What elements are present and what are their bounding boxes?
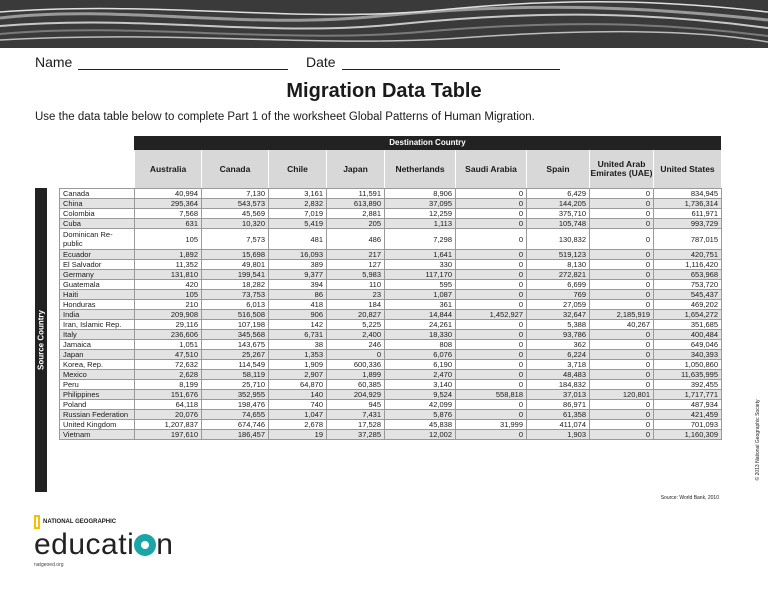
value-cell: 2,185,919 [590,310,654,320]
value-cell: 58,119 [202,370,269,380]
value-cell: 7,130 [202,189,269,199]
value-cell: 769 [527,290,590,300]
value-cell: 0 [590,250,654,260]
value-cell: 144,205 [527,199,590,209]
source-country-cell: Philippines [60,390,135,400]
source-country-cell: Germany [60,270,135,280]
globe-icon [134,534,156,556]
national-geographic-logo [34,515,116,529]
value-cell: 25,267 [202,350,269,360]
value-cell: 40,994 [135,189,202,199]
value-cell: 6,013 [202,300,269,310]
value-cell: 0 [590,270,654,280]
source-country-cell: Ecuador [60,250,135,260]
value-cell: 0 [590,410,654,420]
value-cell: 32,647 [527,310,590,320]
value-cell: 48,483 [527,370,590,380]
column-header: Australia [134,150,201,188]
value-cell: 5,388 [527,320,590,330]
table-row [60,280,722,290]
value-cell: 0 [590,229,654,250]
value-cell: 7,431 [327,410,385,420]
table-row [60,430,722,440]
value-cell: 2,907 [269,370,327,380]
source-country-cell: Haiti [60,290,135,300]
source-country-cell: Dominican Re- public [60,229,135,250]
value-cell: 834,945 [654,189,722,199]
value-cell: 1,160,309 [654,430,722,440]
table-row [60,330,722,340]
value-cell: 389 [269,260,327,270]
value-cell: 74,655 [202,410,269,420]
value-cell: 753,720 [654,280,722,290]
source-country-cell: United Kingdom [60,420,135,430]
value-cell: 120,801 [590,390,654,400]
page-title: Migration Data Table [286,80,482,102]
value-cell: 701,093 [654,420,722,430]
value-cell: 12,002 [385,430,456,440]
value-cell: 0 [590,280,654,290]
value-cell: 3,161 [269,189,327,199]
value-cell: 9,377 [269,270,327,280]
column-header: Japan [326,150,384,188]
value-cell: 0 [456,300,527,310]
value-cell: 0 [456,219,527,229]
value-cell: 217 [327,250,385,260]
value-cell: 151,676 [135,390,202,400]
value-cell: 205 [327,219,385,229]
value-cell: 0 [456,189,527,199]
value-cell: 0 [590,199,654,209]
value-cell: 17,528 [327,420,385,430]
ng-logo-text: NATIONAL GEOGRAPHIC [43,519,117,525]
value-cell: 6,190 [385,360,456,370]
table-row [60,350,722,360]
column-header: Spain [526,150,589,188]
value-cell: 0 [590,209,654,219]
table-row [60,270,722,280]
value-cell: 481 [269,229,327,250]
source-country-cell: India [60,310,135,320]
value-cell: 0 [590,189,654,199]
value-cell: 0 [456,250,527,260]
value-cell: 107,198 [202,320,269,330]
value-cell: 1,050,860 [654,360,722,370]
value-cell: 2,881 [327,209,385,219]
value-cell: 24,261 [385,320,456,330]
value-cell: 25,710 [202,380,269,390]
source-country-cell: Peru [60,380,135,390]
value-cell: 469,202 [654,300,722,310]
value-cell: 0 [590,360,654,370]
value-cell: 545,437 [654,290,722,300]
value-cell: 0 [590,340,654,350]
value-cell: 0 [590,260,654,270]
value-cell: 127 [327,260,385,270]
value-cell: 487,934 [654,400,722,410]
value-cell: 0 [456,270,527,280]
value-cell: 246 [327,340,385,350]
table-row [60,380,722,390]
name-label: Name [35,54,73,70]
value-cell: 31,999 [456,420,527,430]
column-header: United Arab Emirates (UAE) [589,150,653,188]
decorative-banner [0,0,768,48]
source-country-cell: China [60,199,135,209]
value-cell: 47,510 [135,350,202,360]
value-cell: 1,207,837 [135,420,202,430]
table-row [60,420,722,430]
value-cell: 130,832 [527,229,590,250]
value-cell: 1,047 [269,410,327,420]
value-cell: 37,285 [327,430,385,440]
source-country-cell: Japan [60,350,135,360]
value-cell: 73,753 [202,290,269,300]
column-header: Netherlands [384,150,455,188]
value-cell: 117,170 [385,270,456,280]
source-country-cell: Iran, Islamic Rep. [60,320,135,330]
table-row [60,300,722,310]
value-cell: 184,832 [527,380,590,390]
source-country-cell: Russian Federation [60,410,135,420]
value-cell: 45,569 [202,209,269,219]
value-cell: 2,400 [327,330,385,340]
value-cell: 1,452,927 [456,310,527,320]
copyright-note: © 2013 National Geographic Society [755,399,761,481]
value-cell: 143,675 [202,340,269,350]
value-cell: 0 [456,380,527,390]
value-cell: 1,736,314 [654,199,722,209]
source-country-cell: Honduras [60,300,135,310]
value-cell: 184 [327,300,385,310]
value-cell: 295,364 [135,199,202,209]
value-cell: 209,908 [135,310,202,320]
value-cell: 93,786 [527,330,590,340]
value-cell: 0 [456,290,527,300]
value-cell: 0 [456,400,527,410]
date-field[interactable] [306,54,560,70]
value-cell: 236,606 [135,330,202,340]
value-cell: 15,698 [202,250,269,260]
value-cell: 5,876 [385,410,456,420]
value-cell: 6,731 [269,330,327,340]
value-cell: 64,870 [269,380,327,390]
value-cell: 3,140 [385,380,456,390]
value-cell: 516,508 [202,310,269,320]
value-cell: 1,654,272 [654,310,722,320]
value-cell: 110 [327,280,385,290]
value-cell: 11,635,995 [654,370,722,380]
value-cell: 198,476 [202,400,269,410]
value-cell: 0 [590,350,654,360]
table-row [60,400,722,410]
source-country-cell: Cuba [60,219,135,229]
value-cell: 375,710 [527,209,590,219]
value-cell: 519,123 [527,250,590,260]
value-cell: 558,818 [456,390,527,400]
value-cell: 0 [456,280,527,290]
value-cell: 0 [590,300,654,310]
value-cell: 0 [590,400,654,410]
value-cell: 0 [590,330,654,340]
value-cell: 12,259 [385,209,456,219]
value-cell: 418 [269,300,327,310]
value-cell: 543,573 [202,199,269,209]
value-cell: 18,282 [202,280,269,290]
value-cell: 19 [269,430,327,440]
source-country-cell: Guatemala [60,280,135,290]
site-url: natgeoed.org [34,562,64,568]
value-cell: 60,385 [327,380,385,390]
value-cell: 10,320 [202,219,269,229]
value-cell: 787,015 [654,229,722,250]
value-cell: 1,903 [527,430,590,440]
value-cell: 0 [456,199,527,209]
table-row [60,320,722,330]
value-cell: 5,983 [327,270,385,280]
education-wordmark-start: educati [34,528,135,561]
value-cell: 0 [456,410,527,420]
name-blank[interactable] [78,55,288,70]
value-cell: 105,748 [527,219,590,229]
value-cell: 210 [135,300,202,310]
value-cell: 7,573 [202,229,269,250]
value-cell: 186,457 [202,430,269,440]
value-cell: 394 [269,280,327,290]
yellow-border-icon [34,515,40,529]
value-cell: 14,844 [385,310,456,320]
value-cell: 3,718 [527,360,590,370]
value-cell: 142 [269,320,327,330]
value-cell: 649,046 [654,340,722,350]
value-cell: 0 [327,350,385,360]
source-country-cell: Italy [60,330,135,340]
value-cell: 613,890 [327,199,385,209]
column-header: Saudi Arabia [455,150,526,188]
table-row [60,229,722,250]
value-cell: 0 [590,430,654,440]
value-cell: 11,591 [327,189,385,199]
value-cell: 808 [385,340,456,350]
table-row [60,189,722,199]
column-header: Chile [268,150,326,188]
value-cell: 1,051 [135,340,202,350]
value-cell: 486 [327,229,385,250]
value-cell: 421,459 [654,410,722,420]
table-row [60,360,722,370]
value-cell: 114,549 [202,360,269,370]
value-cell: 1,899 [327,370,385,380]
destination-country-header: Destination Country [134,136,721,150]
source-note: Source: World Bank, 2010 [660,495,719,501]
value-cell: 0 [456,209,527,219]
value-cell: 595 [385,280,456,290]
value-cell: 345,568 [202,330,269,340]
value-cell: 16,093 [269,250,327,260]
value-cell: 2,678 [269,420,327,430]
value-cell: 18,330 [385,330,456,340]
source-country-cell: Colombia [60,209,135,219]
value-cell: 0 [456,370,527,380]
value-cell: 420 [135,280,202,290]
value-cell: 0 [456,350,527,360]
value-cell: 330 [385,260,456,270]
name-field[interactable] [35,54,288,70]
value-cell: 0 [456,330,527,340]
value-cell: 392,455 [654,380,722,390]
value-cell: 131,810 [135,270,202,280]
value-cell: 5,419 [269,219,327,229]
value-cell: 204,929 [327,390,385,400]
value-cell: 86 [269,290,327,300]
value-cell: 1,909 [269,360,327,370]
value-cell: 362 [527,340,590,350]
value-cell: 37,095 [385,199,456,209]
source-country-cell: Korea, Rep. [60,360,135,370]
value-cell: 2,470 [385,370,456,380]
value-cell: 361 [385,300,456,310]
source-country-cell: Mexico [60,370,135,380]
education-wordmark-end: n [156,528,174,561]
value-cell: 7,298 [385,229,456,250]
value-cell: 6,429 [527,189,590,199]
value-cell: 29,116 [135,320,202,330]
value-cell: 0 [590,380,654,390]
value-cell: 272,821 [527,270,590,280]
value-cell: 38 [269,340,327,350]
value-cell: 0 [456,260,527,270]
value-cell: 600,336 [327,360,385,370]
column-header: United States [653,150,721,188]
value-cell: 42,099 [385,400,456,410]
table-row [60,260,722,270]
value-cell: 352,955 [202,390,269,400]
table-row [60,390,722,400]
value-cell: 740 [269,400,327,410]
source-country-label: Source Country [36,309,46,371]
migration-data-table [59,188,722,440]
value-cell: 40,267 [590,320,654,330]
table-row [60,340,722,350]
source-country-cell: Poland [60,400,135,410]
value-cell: 7,568 [135,209,202,219]
value-cell: 993,729 [654,219,722,229]
value-cell: 140 [269,390,327,400]
source-country-cell: El Salvador [60,260,135,270]
source-country-cell: Vietnam [60,430,135,440]
value-cell: 197,610 [135,430,202,440]
value-cell: 8,906 [385,189,456,199]
value-cell: 105 [135,290,202,300]
table-row [60,370,722,380]
value-cell: 1,892 [135,250,202,260]
value-cell: 6,699 [527,280,590,290]
value-cell: 945 [327,400,385,410]
value-cell: 11,352 [135,260,202,270]
wave-pattern [0,0,768,48]
source-country-cell: Jamaica [60,340,135,350]
value-cell: 8,199 [135,380,202,390]
value-cell: 611,971 [654,209,722,219]
table-row [60,219,722,229]
value-cell: 0 [590,420,654,430]
table-row [60,290,722,300]
value-cell: 1,116,420 [654,260,722,270]
table-row [60,209,722,219]
date-blank[interactable] [342,55,560,70]
value-cell: 6,076 [385,350,456,360]
value-cell: 20,827 [327,310,385,320]
table-row [60,310,722,320]
value-cell: 199,541 [202,270,269,280]
value-cell: 1,353 [269,350,327,360]
instructions-text: Use the data table below to complete Part 1 of the worksheet Global Patterns of Human Migration. [35,111,535,123]
value-cell: 2,628 [135,370,202,380]
value-cell: 8,130 [527,260,590,270]
value-cell: 1,641 [385,250,456,260]
education-wordmark [34,528,173,562]
value-cell: 0 [456,340,527,350]
table-row [60,410,722,420]
value-cell: 105 [135,229,202,250]
value-cell: 0 [590,370,654,380]
value-cell: 5,225 [327,320,385,330]
value-cell: 674,746 [202,420,269,430]
value-cell: 61,358 [527,410,590,420]
value-cell: 0 [456,229,527,250]
value-cell: 340,393 [654,350,722,360]
value-cell: 653,968 [654,270,722,280]
value-cell: 906 [269,310,327,320]
value-cell: 2,832 [269,199,327,209]
value-cell: 6,224 [527,350,590,360]
date-label: Date [306,54,336,70]
value-cell: 0 [456,320,527,330]
value-cell: 23 [327,290,385,300]
value-cell: 7,019 [269,209,327,219]
value-cell: 72,632 [135,360,202,370]
table-row [60,250,722,260]
value-cell: 0 [590,219,654,229]
value-cell: 1,113 [385,219,456,229]
value-cell: 1,717,771 [654,390,722,400]
source-country-cell: Canada [60,189,135,199]
value-cell: 37,013 [527,390,590,400]
value-cell: 420,751 [654,250,722,260]
column-header: Canada [201,150,268,188]
value-cell: 49,801 [202,260,269,270]
value-cell: 0 [456,360,527,370]
value-cell: 631 [135,219,202,229]
value-cell: 45,838 [385,420,456,430]
value-cell: 20,076 [135,410,202,420]
value-cell: 64,118 [135,400,202,410]
value-cell: 86,971 [527,400,590,410]
value-cell: 400,484 [654,330,722,340]
value-cell: 27,059 [527,300,590,310]
value-cell: 9,524 [385,390,456,400]
table-row [60,199,722,209]
value-cell: 411,074 [527,420,590,430]
value-cell: 351,685 [654,320,722,330]
value-cell: 0 [456,430,527,440]
value-cell: 1,087 [385,290,456,300]
value-cell: 0 [590,290,654,300]
